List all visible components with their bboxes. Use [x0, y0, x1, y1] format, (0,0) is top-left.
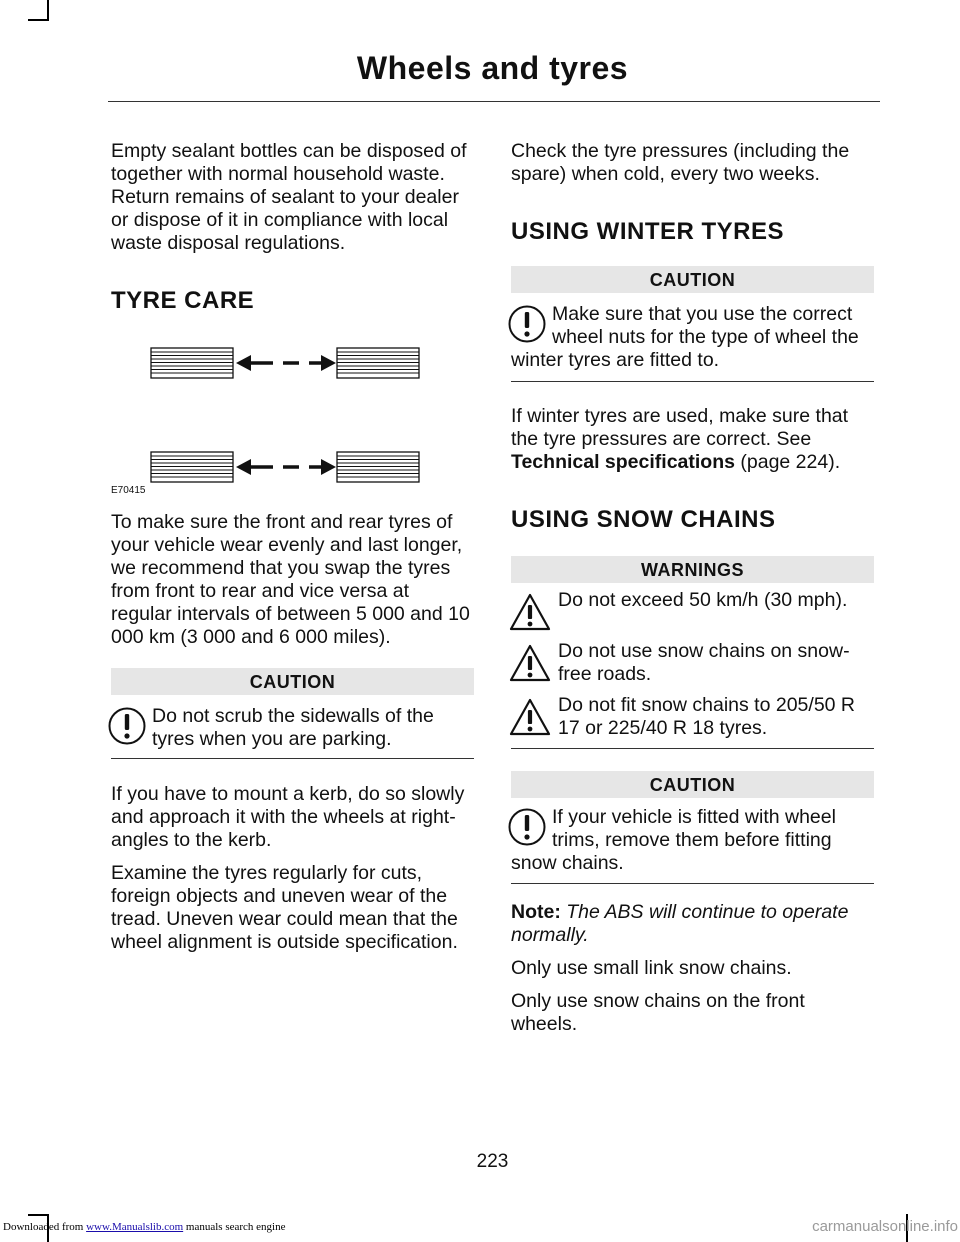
caution-block: [511, 303, 874, 372]
warning-block: [511, 640, 874, 686]
caution-block: [111, 705, 474, 751]
warning-block: [511, 694, 874, 740]
crop-mark: [28, 1214, 49, 1216]
warning-text: Do not fit snow chains to 205/50 R 17 or 225/40 R 18 tyres.: [558, 694, 856, 739]
caution-icon: [107, 706, 147, 746]
watermark: carmanualsonline.info: [812, 1218, 958, 1235]
warning-icon: [508, 592, 552, 632]
technical-specifications-link[interactable]: Technical specifications: [511, 451, 735, 473]
examine-text: Examine the tyres regularly for cuts, foreign objects and uneven wear of the tread. Uneven wear could mean that the wheel alignment is outside specification.: [111, 862, 458, 953]
right-column: [511, 140, 874, 1046]
left-column: [111, 140, 474, 964]
figure-label: E70415: [111, 485, 146, 496]
warning-text: Do not exceed 50 km/h (30 mph).: [558, 589, 848, 611]
warning-text: Do not use snow chains on snow-free roads.: [558, 640, 850, 685]
caution-divider: [511, 883, 874, 884]
caution-text: If your vehicle is fitted with wheel trims, remove them before fitting snow chains.: [511, 806, 836, 874]
warning-icon: [508, 697, 552, 737]
front-wheels-text: Only use snow chains on the front wheels.: [511, 990, 805, 1035]
rear-tyre-pair: [151, 452, 419, 482]
caution-icon: [507, 304, 547, 344]
abs-note: [511, 901, 874, 947]
kerb-text: If you have to mount a kerb, do so slowly and approach it with the wheels at right-angles to the kerb.: [111, 783, 465, 851]
tyre-rotation-figure: [111, 315, 474, 485]
download-footer: Downloaded from www.Manualslib.com manuals search engine: [3, 1221, 286, 1233]
warning-icon: [508, 643, 552, 683]
header-divider: [108, 101, 880, 102]
manualslib-link[interactable]: www.Manualslib.com: [86, 1221, 184, 1233]
page-title: Wheels and tyres: [356, 50, 629, 86]
caution-icon: [507, 807, 547, 847]
tyre-rotation-diagram: [111, 315, 474, 485]
crop-mark: [28, 19, 49, 21]
small-link-chains-text: Only use small link snow chains.: [511, 957, 792, 979]
caution-divider: [111, 758, 474, 759]
warning-block: [511, 589, 874, 632]
pressure-check-text: Check the tyre pressures (including the spare) when cold, every two weeks.: [511, 140, 850, 185]
front-tyre-pair: [151, 348, 419, 378]
caution-text: Make sure that you use the correct wheel nuts for the type of wheel the winter tyres are fitted to.: [511, 303, 859, 371]
note-text: The ABS will continue to operate normally.: [511, 901, 849, 946]
caution-banner: CAUTION: [511, 266, 874, 293]
caution-banner: CAUTION: [111, 668, 474, 695]
warnings-banner: WARNINGS: [511, 556, 874, 583]
winter-tyres-text: If winter tyres are used, make sure that the tyre pressures are correct. See Technical specifications (page 224).: [511, 405, 849, 473]
tyre-care-heading: TYRE CARE: [111, 287, 255, 314]
caution-banner: CAUTION: [511, 771, 874, 798]
sealant-disposal-text: Empty sealant bottles can be disposed of together with normal household waste. Return remains of sealant to your dealer or dispose of it in compliance with local waste disposal regulations.: [111, 140, 467, 254]
winter-tyres-heading: USING WINTER TYRES: [511, 218, 785, 245]
caution-text: Do not scrub the sidewalls of the tyres when you are parking.: [152, 705, 434, 750]
caution-divider: [511, 381, 874, 382]
warnings-divider: [511, 748, 874, 749]
snow-chains-heading: USING SNOW CHAINS: [511, 506, 776, 533]
note-label: Note:: [511, 901, 561, 923]
crop-mark: [47, 0, 49, 20]
tyre-rotation-text: To make sure the front and rear tyres of your vehicle wear evenly and last longer, we recommend that you swap the tyres from front to rear and vice versa at regular intervals of between 5 000 and 10 000 km (3 000 and 6 000 miles).: [111, 511, 470, 648]
caution-block: [511, 806, 874, 875]
page-number: 223: [476, 1151, 509, 1172]
